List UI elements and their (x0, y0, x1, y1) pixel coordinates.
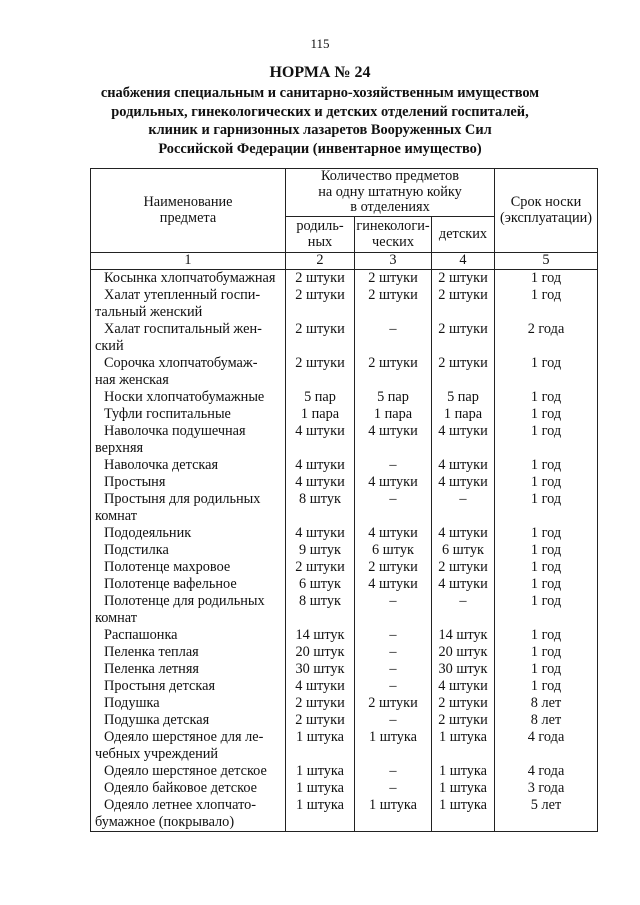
qty-maternity: 2 штуки (286, 321, 355, 355)
item-name-line: Пеленка теплая (104, 643, 199, 660)
header-name-line: предмета (159, 209, 217, 226)
header-quantity-line: Количество предметов (320, 168, 459, 185)
item-name-line: ский (95, 337, 124, 354)
document-subtitle (60, 84, 580, 158)
item-name (91, 576, 286, 593)
qty-gynecological: – (355, 712, 432, 729)
qty-children: 2 штуки (432, 712, 495, 729)
item-name-line: Полотенце вафельное (104, 575, 237, 592)
item-name (91, 287, 286, 321)
service-term: 1 год (495, 661, 598, 678)
service-term: 1 год (495, 491, 598, 525)
table-row (91, 457, 598, 474)
qty-maternity: 2 штуки (286, 695, 355, 712)
qty-maternity: 6 штук (286, 576, 355, 593)
qty-maternity: 5 пар (286, 389, 355, 406)
item-name (91, 593, 286, 627)
qty-children: – (432, 593, 495, 627)
item-name (91, 763, 286, 780)
service-term: 1 год (495, 406, 598, 423)
header-quantity (286, 169, 495, 217)
qty-gynecological: 1 штука (355, 729, 432, 763)
column-number: 4 (432, 253, 495, 270)
qty-gynecological: – (355, 661, 432, 678)
service-term: 4 года (495, 763, 598, 780)
qty-maternity: 1 штука (286, 797, 355, 832)
subtitle-line: снабжения специальным и санитарно-хозяйственным имуществом (100, 85, 540, 101)
header-name (91, 169, 286, 253)
header-term-line: (эксплуатации) (499, 209, 593, 226)
qty-children: – (432, 491, 495, 525)
service-term: 1 год (495, 644, 598, 661)
table-row (91, 593, 598, 627)
table-row (91, 644, 598, 661)
item-name (91, 423, 286, 457)
item-name (91, 457, 286, 474)
item-name-line: Пододеяльник (104, 524, 192, 541)
item-name-line: Халат госпитальный жен- (104, 320, 262, 337)
table-row (91, 389, 598, 406)
item-name-line: Халат утепленный госпи- (104, 286, 261, 303)
qty-children: 20 штук (432, 644, 495, 661)
qty-children: 6 штук (432, 542, 495, 559)
qty-maternity: 1 пара (286, 406, 355, 423)
qty-maternity: 8 штук (286, 593, 355, 627)
header-gynecological (355, 217, 432, 253)
qty-gynecological: – (355, 627, 432, 644)
table-row (91, 542, 598, 559)
qty-gynecological: – (355, 321, 432, 355)
item-name (91, 661, 286, 678)
qty-children: 2 штуки (432, 269, 495, 287)
item-name (91, 389, 286, 406)
qty-children: 2 штуки (432, 559, 495, 576)
item-name-line: Пеленка летняя (104, 660, 199, 677)
item-name-line: ная женская (95, 371, 169, 388)
qty-children: 4 штуки (432, 678, 495, 695)
item-name-line: Простыня (104, 473, 166, 490)
service-term: 1 год (495, 389, 598, 406)
qty-children: 1 пара (432, 406, 495, 423)
item-name-line: чебных учреждений (95, 745, 219, 762)
qty-maternity: 4 штуки (286, 678, 355, 695)
qty-children: 4 штуки (432, 474, 495, 491)
qty-gynecological: 2 штуки (355, 287, 432, 321)
item-name-line: Носки хлопчатобумажные (104, 388, 265, 405)
table-row (91, 780, 598, 797)
qty-gynecological: 6 штук (355, 542, 432, 559)
qty-gynecological: – (355, 780, 432, 797)
qty-maternity: 4 штуки (286, 525, 355, 542)
service-term: 4 года (495, 729, 598, 763)
item-name-line: Наволочка детская (104, 456, 219, 473)
table-row (91, 559, 598, 576)
item-name-line: комнат (95, 609, 138, 626)
table-row (91, 695, 598, 712)
item-name (91, 542, 286, 559)
item-name-line: Сорочка хлопчатобумаж- (104, 354, 258, 371)
service-term: 1 год (495, 355, 598, 389)
norms-table (90, 168, 598, 832)
table-row (91, 627, 598, 644)
qty-maternity: 1 штука (286, 729, 355, 763)
service-term: 1 год (495, 457, 598, 474)
service-term: 2 года (495, 321, 598, 355)
qty-gynecological: 4 штуки (355, 423, 432, 457)
qty-children: 1 штука (432, 763, 495, 780)
qty-gynecological: 4 штуки (355, 474, 432, 491)
service-term: 1 год (495, 559, 598, 576)
service-term: 8 лет (495, 712, 598, 729)
item-name-line: Подушка детская (104, 711, 210, 728)
table-row (91, 661, 598, 678)
item-name (91, 780, 286, 797)
item-name (91, 355, 286, 389)
qty-gynecological: 4 штуки (355, 576, 432, 593)
qty-children: 1 штука (432, 729, 495, 763)
header-maternity-line: родиль- (296, 218, 344, 234)
header-quantity-line: в отделениях (350, 199, 430, 216)
table-row (91, 729, 598, 763)
item-name-line: Распашонка (104, 626, 178, 643)
service-term: 1 год (495, 542, 598, 559)
service-term: 1 год (495, 423, 598, 457)
service-term: 3 года (495, 780, 598, 797)
item-name-line: Одеяло байковое детское (104, 779, 258, 796)
item-name (91, 525, 286, 542)
qty-children: 5 пар (432, 389, 495, 406)
qty-children: 4 штуки (432, 525, 495, 542)
item-name (91, 729, 286, 763)
item-name-line: Одеяло шерстяное для ле- (104, 728, 264, 745)
subtitle-line: родильных, гинекологических и детских отделений госпиталей, (111, 103, 529, 120)
qty-maternity: 2 штуки (286, 355, 355, 389)
item-name-line: верхняя (95, 439, 144, 456)
column-number: 5 (495, 253, 598, 270)
qty-gynecological: 5 пар (355, 389, 432, 406)
qty-maternity: 2 штуки (286, 559, 355, 576)
qty-gynecological: 2 штуки (355, 695, 432, 712)
qty-gynecological: – (355, 644, 432, 661)
qty-maternity: 20 штук (286, 644, 355, 661)
qty-maternity: 14 штук (286, 627, 355, 644)
item-name-line: Наволочка подушечная (104, 422, 246, 439)
qty-maternity: 1 штука (286, 763, 355, 780)
item-name-line: Простыня для родильных (104, 490, 261, 507)
qty-children: 1 штука (432, 797, 495, 832)
qty-gynecological: – (355, 491, 432, 525)
item-name (91, 321, 286, 355)
table-row (91, 406, 598, 423)
item-name (91, 797, 286, 832)
service-term: 1 год (495, 269, 598, 287)
qty-children: 4 штуки (432, 423, 495, 457)
service-term: 8 лет (495, 695, 598, 712)
qty-maternity: 4 штуки (286, 423, 355, 457)
qty-children: 2 штуки (432, 321, 495, 355)
item-name-line: Косынка хлопчатобумажная (104, 269, 276, 286)
header-gynecological-line: гинекологи- (356, 218, 430, 234)
header-name-line: Наименование (143, 194, 233, 210)
header-children: детских (432, 217, 495, 253)
qty-children: 4 штуки (432, 576, 495, 593)
qty-gynecological: – (355, 678, 432, 695)
item-name (91, 644, 286, 661)
service-term: 1 год (495, 287, 598, 321)
qty-gynecological: – (355, 593, 432, 627)
item-name-line: комнат (95, 507, 138, 524)
service-term: 1 год (495, 576, 598, 593)
service-term: 5 лет (495, 797, 598, 832)
qty-maternity: 8 штук (286, 491, 355, 525)
item-name (91, 406, 286, 423)
table-row (91, 712, 598, 729)
qty-children: 2 штуки (432, 695, 495, 712)
qty-maternity: 2 штуки (286, 269, 355, 287)
header-quantity-line: на одну штатную койку (318, 183, 462, 200)
header-maternity-line: ных (307, 233, 333, 250)
qty-gynecological: 4 штуки (355, 525, 432, 542)
qty-gynecological: 2 штуки (355, 269, 432, 287)
page-number: 115 (310, 36, 330, 51)
qty-maternity: 30 штук (286, 661, 355, 678)
item-name-line: Подушка (104, 694, 160, 711)
item-name-line: тальный женский (95, 303, 203, 320)
item-name-line: Полотенце для родильных (104, 592, 265, 609)
item-name (91, 269, 286, 287)
qty-gynecological: 1 штука (355, 797, 432, 832)
item-name (91, 678, 286, 695)
table-row (91, 321, 598, 355)
table-row (91, 423, 598, 457)
column-number: 1 (91, 253, 286, 270)
item-name (91, 491, 286, 525)
item-name-line: Полотенце махровое (104, 558, 231, 575)
item-name-line: Туфли госпитальные (104, 405, 231, 422)
table-body (91, 269, 598, 831)
header-gynecological-line: ческих (372, 233, 414, 250)
qty-gynecological: 1 пара (355, 406, 432, 423)
item-name (91, 474, 286, 491)
table-row (91, 525, 598, 542)
table-row (91, 491, 598, 525)
header-term-line: Срок носки (510, 194, 582, 210)
table-row (91, 678, 598, 695)
qty-gynecological: 2 штуки (355, 559, 432, 576)
service-term: 1 год (495, 525, 598, 542)
subtitle-line: Российской Федерации (инвентарное имущество) (158, 140, 482, 157)
qty-maternity: 4 штуки (286, 474, 355, 491)
table-row (91, 474, 598, 491)
service-term: 1 год (495, 474, 598, 491)
item-name-line: бумажное (покрывало) (95, 813, 235, 830)
qty-maternity: 2 штуки (286, 287, 355, 321)
item-name (91, 695, 286, 712)
item-name-line: Одеяло летнее хлопчато- (104, 796, 257, 813)
document-title: НОРМА № 24 (269, 64, 371, 81)
service-term: 1 год (495, 627, 598, 644)
service-term: 1 год (495, 593, 598, 627)
qty-gynecological: – (355, 763, 432, 780)
table-row (91, 287, 598, 321)
table-row (91, 269, 598, 287)
item-name-line: Одеяло шерстяное детское (104, 762, 267, 779)
table-row (91, 355, 598, 389)
table-row (91, 797, 598, 832)
qty-gynecological: 2 штуки (355, 355, 432, 389)
qty-children: 2 штуки (432, 355, 495, 389)
qty-children: 4 штуки (432, 457, 495, 474)
table-row (91, 576, 598, 593)
item-name-line: Подстилка (104, 541, 169, 558)
item-name (91, 712, 286, 729)
header-term (495, 169, 598, 253)
qty-children: 14 штук (432, 627, 495, 644)
qty-children: 2 штуки (432, 287, 495, 321)
table-row (91, 763, 598, 780)
qty-gynecological: – (355, 457, 432, 474)
subtitle-line: клиник и гарнизонных лазаретов Вооруженных Сил (148, 122, 492, 138)
column-number: 2 (286, 253, 355, 270)
qty-maternity: 9 штук (286, 542, 355, 559)
qty-children: 30 штук (432, 661, 495, 678)
column-number: 3 (355, 253, 432, 270)
item-name (91, 559, 286, 576)
item-name-line: Простыня детская (104, 677, 216, 694)
service-term: 1 год (495, 678, 598, 695)
qty-children: 1 штука (432, 780, 495, 797)
header-maternity (286, 217, 355, 253)
qty-maternity: 4 штуки (286, 457, 355, 474)
item-name (91, 627, 286, 644)
qty-maternity: 1 штука (286, 780, 355, 797)
qty-maternity: 2 штуки (286, 712, 355, 729)
